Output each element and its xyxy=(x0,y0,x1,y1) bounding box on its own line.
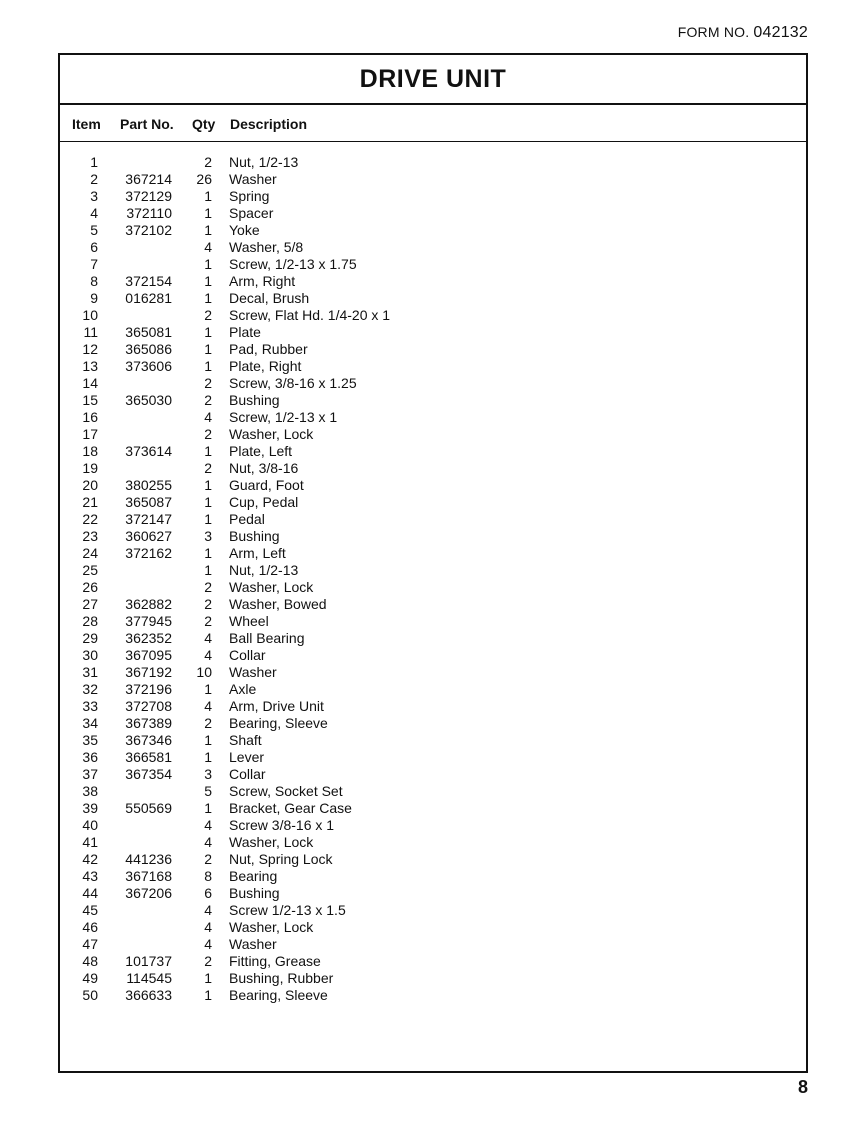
row-qty: 26 xyxy=(196,171,212,187)
row-qty: 1 xyxy=(204,732,212,748)
table-row xyxy=(60,783,806,800)
row-item: 16 xyxy=(82,409,98,425)
row-description: Screw, 1/2-13 x 1 xyxy=(229,409,338,425)
row-description: Screw, Flat Hd. 1/4-20 x 1 xyxy=(229,307,391,323)
row-part-no: 114545 xyxy=(126,970,172,986)
row-qty: 1 xyxy=(204,341,212,357)
row-item: 7 xyxy=(90,256,98,272)
row-description: Bearing, Sleeve xyxy=(229,987,328,1003)
row-item: 18 xyxy=(82,443,98,459)
table-row xyxy=(60,324,806,341)
row-item: 11 xyxy=(83,324,98,340)
row-description: Washer, Lock xyxy=(229,919,314,935)
column-header-part-no: Part No. xyxy=(120,116,174,132)
page-number: 8 xyxy=(797,1077,808,1097)
row-part-no: 367206 xyxy=(125,885,172,901)
table-row xyxy=(60,375,806,392)
row-qty: 2 xyxy=(204,579,212,595)
row-item: 19 xyxy=(82,460,98,476)
table-row xyxy=(60,987,806,1004)
table-row xyxy=(60,902,806,919)
table-row xyxy=(60,970,806,987)
row-qty: 2 xyxy=(204,307,212,323)
row-part-no: 016281 xyxy=(125,290,172,306)
row-description: Decal, Brush xyxy=(229,290,310,306)
row-part-no: 372110 xyxy=(126,205,172,221)
row-item: 50 xyxy=(82,987,98,1003)
row-description: Collar xyxy=(229,766,266,782)
row-qty: 2 xyxy=(204,392,212,408)
row-item: 13 xyxy=(82,358,98,374)
row-part-no: 367214 xyxy=(125,171,172,187)
row-item: 42 xyxy=(82,851,98,867)
row-description: Fitting, Grease xyxy=(229,953,321,969)
row-description: Plate, Right xyxy=(229,358,302,374)
row-part-no: 372102 xyxy=(125,222,172,238)
table-row xyxy=(60,460,806,477)
row-description: Nut, 1/2-13 xyxy=(229,562,299,578)
row-item: 22 xyxy=(82,511,98,527)
row-part-no: 372708 xyxy=(125,698,172,714)
table-row xyxy=(60,171,806,188)
table-row xyxy=(60,834,806,851)
row-description: Washer, Lock xyxy=(229,426,314,442)
row-part-no: 365081 xyxy=(125,324,172,340)
row-part-no: 372196 xyxy=(125,681,172,697)
row-item: 47 xyxy=(82,936,98,952)
row-description: Plate, Left xyxy=(229,443,293,459)
row-part-no: 366581 xyxy=(125,749,172,765)
row-qty: 1 xyxy=(204,511,212,527)
row-qty: 3 xyxy=(204,766,212,782)
table-row xyxy=(60,868,806,885)
row-qty: 4 xyxy=(204,817,212,833)
table-row xyxy=(60,630,806,647)
table-row xyxy=(60,273,806,290)
row-description: Shaft xyxy=(229,732,262,748)
row-description: Bearing xyxy=(229,868,278,884)
row-part-no: 360627 xyxy=(125,528,172,544)
table-row xyxy=(60,885,806,902)
row-item: 1 xyxy=(90,154,98,170)
row-description: Washer, Lock xyxy=(229,579,314,595)
row-item: 30 xyxy=(82,647,98,663)
row-description: Yoke xyxy=(229,222,260,238)
row-qty: 2 xyxy=(204,460,212,476)
table-header xyxy=(60,105,806,142)
table-row xyxy=(60,919,806,936)
table-row xyxy=(60,579,806,596)
row-part-no: 372129 xyxy=(125,188,172,204)
table-row xyxy=(60,426,806,443)
row-description: Pad, Rubber xyxy=(229,341,308,357)
row-part-no: 367095 xyxy=(125,647,172,663)
row-item: 33 xyxy=(82,698,98,714)
table-row xyxy=(60,494,806,511)
row-qty: 4 xyxy=(204,902,212,918)
form-number-label: FORM NO. xyxy=(677,24,750,40)
row-qty: 1 xyxy=(204,970,212,986)
table-row xyxy=(60,341,806,358)
row-qty: 1 xyxy=(204,443,212,459)
row-qty: 4 xyxy=(204,834,212,850)
row-qty: 1 xyxy=(204,256,212,272)
row-description: Screw, 3/8-16 x 1.25 xyxy=(229,375,357,391)
row-item: 17 xyxy=(82,426,98,442)
row-description: Arm, Left xyxy=(229,545,286,561)
row-qty: 1 xyxy=(204,477,212,493)
row-item: 32 xyxy=(82,681,98,697)
table-row xyxy=(60,681,806,698)
row-description: Washer, 5/8 xyxy=(229,239,304,255)
row-qty: 2 xyxy=(204,596,212,612)
row-item: 15 xyxy=(82,392,98,408)
row-qty: 4 xyxy=(204,239,212,255)
form-number-value: 042132 xyxy=(753,24,808,41)
table-row xyxy=(60,511,806,528)
row-description: Bearing, Sleeve xyxy=(229,715,328,731)
table-row xyxy=(60,358,806,375)
row-qty: 1 xyxy=(204,800,212,816)
row-description: Bushing xyxy=(229,392,280,408)
row-item: 44 xyxy=(82,885,98,901)
row-qty: 4 xyxy=(204,630,212,646)
row-part-no: 372162 xyxy=(125,545,172,561)
table-row xyxy=(60,443,806,460)
table-row xyxy=(60,154,806,171)
row-item: 36 xyxy=(82,749,98,765)
row-part-no: 367389 xyxy=(125,715,172,731)
page-title: DRIVE UNIT xyxy=(60,55,806,105)
row-qty: 2 xyxy=(204,375,212,391)
row-qty: 1 xyxy=(204,494,212,510)
row-part-no: 441236 xyxy=(125,851,172,867)
row-qty: 4 xyxy=(204,936,212,952)
row-description: Bushing, Rubber xyxy=(229,970,334,986)
row-qty: 1 xyxy=(204,188,212,204)
row-description: Screw, 1/2-13 x 1.75 xyxy=(229,256,357,272)
row-part-no: 380255 xyxy=(125,477,172,493)
row-item: 40 xyxy=(82,817,98,833)
row-item: 35 xyxy=(82,732,98,748)
row-description: Nut, 3/8-16 xyxy=(229,460,299,476)
row-qty: 2 xyxy=(204,613,212,629)
table-row xyxy=(60,205,806,222)
row-item: 38 xyxy=(82,783,98,799)
row-item: 28 xyxy=(82,613,98,629)
row-item: 6 xyxy=(90,239,98,255)
row-description: Spring xyxy=(229,188,270,204)
row-part-no: 372154 xyxy=(125,273,172,289)
table-row xyxy=(60,562,806,579)
column-header-description: Description xyxy=(230,116,308,132)
row-part-no: 372147 xyxy=(125,511,172,527)
row-item: 41 xyxy=(82,834,98,850)
row-qty: 5 xyxy=(204,783,212,799)
row-description: Screw 1/2-13 x 1.5 xyxy=(229,902,346,918)
row-qty: 3 xyxy=(204,528,212,544)
row-item: 23 xyxy=(82,528,98,544)
row-qty: 1 xyxy=(204,358,212,374)
row-item: 45 xyxy=(82,902,98,918)
row-qty: 1 xyxy=(204,273,212,289)
row-item: 37 xyxy=(82,766,98,782)
table-row xyxy=(60,392,806,409)
row-part-no: 101737 xyxy=(125,953,172,969)
row-item: 2 xyxy=(90,171,98,187)
table-row xyxy=(60,698,806,715)
parts-table-body xyxy=(60,142,806,1004)
row-item: 43 xyxy=(82,868,98,884)
row-description: Nut, 1/2-13 xyxy=(229,154,299,170)
row-item: 48 xyxy=(82,953,98,969)
table-row xyxy=(60,545,806,562)
row-qty: 1 xyxy=(204,681,212,697)
row-description: Washer, Lock xyxy=(229,834,314,850)
row-description: Spacer xyxy=(229,205,274,221)
row-description: Washer xyxy=(229,936,277,952)
row-description: Bushing xyxy=(229,528,280,544)
row-qty: 2 xyxy=(204,715,212,731)
row-description: Lever xyxy=(229,749,265,765)
row-part-no: 362882 xyxy=(125,596,172,612)
table-row xyxy=(60,664,806,681)
row-part-no: 373606 xyxy=(125,358,172,374)
row-item: 31 xyxy=(82,664,98,680)
row-qty: 1 xyxy=(204,749,212,765)
row-item: 39 xyxy=(82,800,98,816)
row-item: 20 xyxy=(82,477,98,493)
row-part-no: 367354 xyxy=(125,766,172,782)
table-row xyxy=(60,477,806,494)
column-header-item: Item xyxy=(72,116,101,132)
row-part-no: 365030 xyxy=(125,392,172,408)
table-row xyxy=(60,936,806,953)
row-qty: 1 xyxy=(204,222,212,238)
row-qty: 4 xyxy=(204,647,212,663)
row-item: 26 xyxy=(82,579,98,595)
row-item: 21 xyxy=(82,494,98,510)
row-description: Collar xyxy=(229,647,266,663)
row-description: Washer xyxy=(229,664,277,680)
table-row xyxy=(60,613,806,630)
table-row xyxy=(60,953,806,970)
table-row xyxy=(60,307,806,324)
row-part-no: 362352 xyxy=(125,630,172,646)
row-qty: 10 xyxy=(196,664,212,680)
row-qty: 2 xyxy=(204,953,212,969)
table-row xyxy=(60,409,806,426)
row-part-no: 367168 xyxy=(125,868,172,884)
row-part-no: 373614 xyxy=(125,443,172,459)
row-description: Wheel xyxy=(229,613,269,629)
parts-list-frame xyxy=(58,53,808,1073)
row-description: Nut, Spring Lock xyxy=(229,851,333,867)
row-item: 27 xyxy=(82,596,98,612)
table-row xyxy=(60,800,806,817)
table-row xyxy=(60,647,806,664)
row-item: 4 xyxy=(90,205,98,221)
form-number xyxy=(678,24,808,42)
table-row xyxy=(60,222,806,239)
row-qty: 6 xyxy=(204,885,212,901)
row-item: 10 xyxy=(82,307,98,323)
row-item: 8 xyxy=(90,273,98,289)
row-part-no: 367346 xyxy=(125,732,172,748)
row-part-no: 367192 xyxy=(125,664,172,680)
row-description: Screw, Socket Set xyxy=(229,783,343,799)
row-description: Arm, Drive Unit xyxy=(229,698,324,714)
row-item: 9 xyxy=(90,290,98,306)
column-header-qty: Qty xyxy=(192,116,216,132)
row-qty: 1 xyxy=(204,987,212,1003)
row-part-no: 377945 xyxy=(125,613,172,629)
row-qty: 1 xyxy=(204,562,212,578)
row-item: 25 xyxy=(82,562,98,578)
row-item: 5 xyxy=(90,222,98,238)
table-row xyxy=(60,239,806,256)
table-row xyxy=(60,596,806,613)
table-row xyxy=(60,290,806,307)
row-part-no: 550569 xyxy=(125,800,172,816)
row-description: Cup, Pedal xyxy=(229,494,299,510)
row-qty: 4 xyxy=(204,698,212,714)
row-item: 49 xyxy=(82,970,98,986)
row-description: Ball Bearing xyxy=(229,630,305,646)
table-row xyxy=(60,732,806,749)
row-part-no: 366633 xyxy=(125,987,172,1003)
row-qty: 2 xyxy=(204,851,212,867)
row-qty: 1 xyxy=(204,290,212,306)
row-qty: 1 xyxy=(204,324,212,340)
table-row xyxy=(60,766,806,783)
row-description: Bracket, Gear Case xyxy=(229,800,352,816)
table-row xyxy=(60,749,806,766)
row-qty: 2 xyxy=(204,426,212,442)
row-part-no: 365086 xyxy=(125,341,172,357)
row-description: Washer, Bowed xyxy=(229,596,327,612)
table-row xyxy=(60,817,806,834)
table-row xyxy=(60,256,806,273)
row-part-no: 365087 xyxy=(125,494,172,510)
row-item: 24 xyxy=(82,545,98,561)
table-row xyxy=(60,188,806,205)
row-qty: 1 xyxy=(204,205,212,221)
row-description: Screw 3/8-16 x 1 xyxy=(229,817,335,833)
row-description: Plate xyxy=(229,324,261,340)
row-description: Pedal xyxy=(229,511,265,527)
row-qty: 2 xyxy=(204,154,212,170)
row-item: 46 xyxy=(82,919,98,935)
table-row xyxy=(60,851,806,868)
row-qty: 1 xyxy=(204,545,212,561)
row-item: 14 xyxy=(82,375,98,391)
row-item: 29 xyxy=(82,630,98,646)
row-description: Axle xyxy=(229,681,257,697)
row-item: 12 xyxy=(82,341,98,357)
table-row xyxy=(60,715,806,732)
row-description: Arm, Right xyxy=(229,273,296,289)
row-item: 34 xyxy=(82,715,98,731)
row-description: Washer xyxy=(229,171,277,187)
row-qty: 8 xyxy=(204,868,212,884)
row-qty: 4 xyxy=(204,409,212,425)
row-description: Bushing xyxy=(229,885,280,901)
row-item: 3 xyxy=(90,188,98,204)
table-row xyxy=(60,528,806,545)
row-qty: 4 xyxy=(204,919,212,935)
row-description: Guard, Foot xyxy=(229,477,304,493)
